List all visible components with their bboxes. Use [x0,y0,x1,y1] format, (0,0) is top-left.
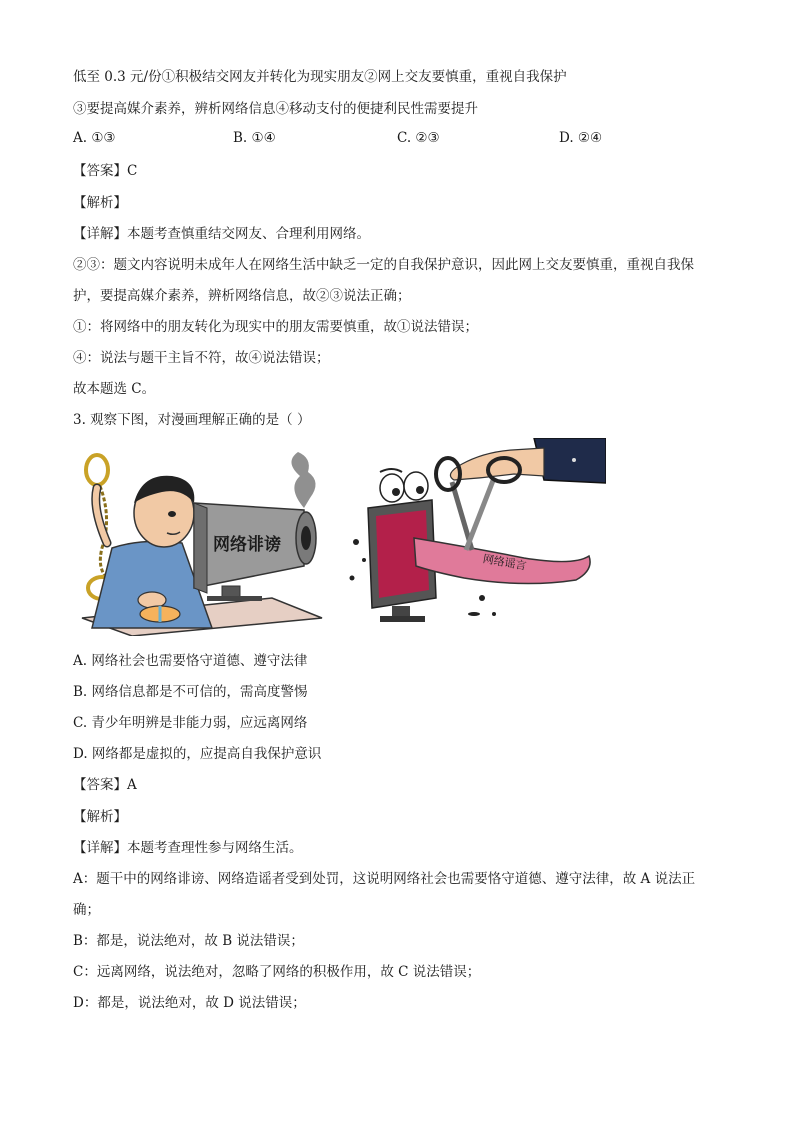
q3-option-b: B. 网络信息都是不可信的，需高度警惕 [73,684,308,700]
q3-analysis-label: 【解析】 [73,809,127,825]
monitor-cannon [194,503,316,601]
q2-option-a: A. ①③ [73,130,116,146]
q2-analysis-label: 【解析】 [73,195,127,211]
q2-options [73,130,733,150]
q2-conclusion: 故本题选 C。 [73,381,156,397]
q2-option-d: D. ②④ [559,130,603,146]
q3-explanation-a-1: A：题干中的网络诽谤、网络造谣者受到处罚，这说明网络社会也需要恪守道德、遵守法律，故 A 说法正 [73,871,696,887]
q3-option-a: A. 网络社会也需要恪守道德、遵守法律 [73,653,308,669]
q3-explanation-d: D：都是，说法绝对，故 D 说法错误； [73,995,306,1011]
q3-detail: 【详解】本题考查理性参与网络生活。 [73,840,303,856]
q3-explanation-a-2: 确； [73,902,100,918]
smoke [291,452,315,508]
cartoon-right-label: 网络谣言 [481,552,528,573]
cartoon-online-rumor [344,438,606,630]
cartoon-online-defamation [72,448,328,636]
q2-explanation-1b: 护，要提高媒介素养，辨析网络信息，故②③说法正确； [73,288,411,304]
q3-option-d: D. 网络都是虚拟的，应提高自我保护意识 [73,746,322,762]
q3-explanation-b: B：都是，说法绝对，故 B 说法错误； [73,933,304,949]
q2-detail: 【详解】本题考查慎重结交网友、合理利用网络。 [73,226,370,242]
cartoon-left-label: 网络诽谤 [213,535,281,555]
q2-explanation-2: ①：将网络中的朋友转化为现实中的朋友需要慎重，故①说法错误； [73,319,478,335]
q2-answer: 【答案】C [73,163,138,179]
suited-hand [450,438,606,483]
q3-stem: 3. 观察下图，对漫画理解正确的是（ ） [73,412,311,428]
q2-option-c: C. ②③ [397,130,440,146]
q2-option-b: B. ①④ [233,130,276,146]
scared-face [380,469,428,502]
mouse-icon [140,606,180,622]
q3-option-c: C. 青少年明辨是非能力弱，应远离网络 [73,715,308,731]
q3-explanation-c: C：远离网络，说法绝对，忽略了网络的积极作用，故 C 说法错误； [73,964,481,980]
q2-line-2: ③要提高媒介素养，辨析网络信息④移动支付的便捷利民性需要提升 [73,101,478,117]
q2-explanation-1a: ②③：题文内容说明未成年人在网络生活中缺乏一定的自我保护意识，因此网上交友要慎重，重视自我保 [73,257,694,273]
q2-line-1: 低至 0.3 元/份①积极结交网友并转化为现实朋友②网上交友要慎重，重视自我保护 [73,69,567,85]
q2-explanation-3: ④：说法与题干主旨不符，故④说法错误； [73,350,330,366]
q3-answer: 【答案】A [73,777,137,793]
person-head [134,476,194,547]
